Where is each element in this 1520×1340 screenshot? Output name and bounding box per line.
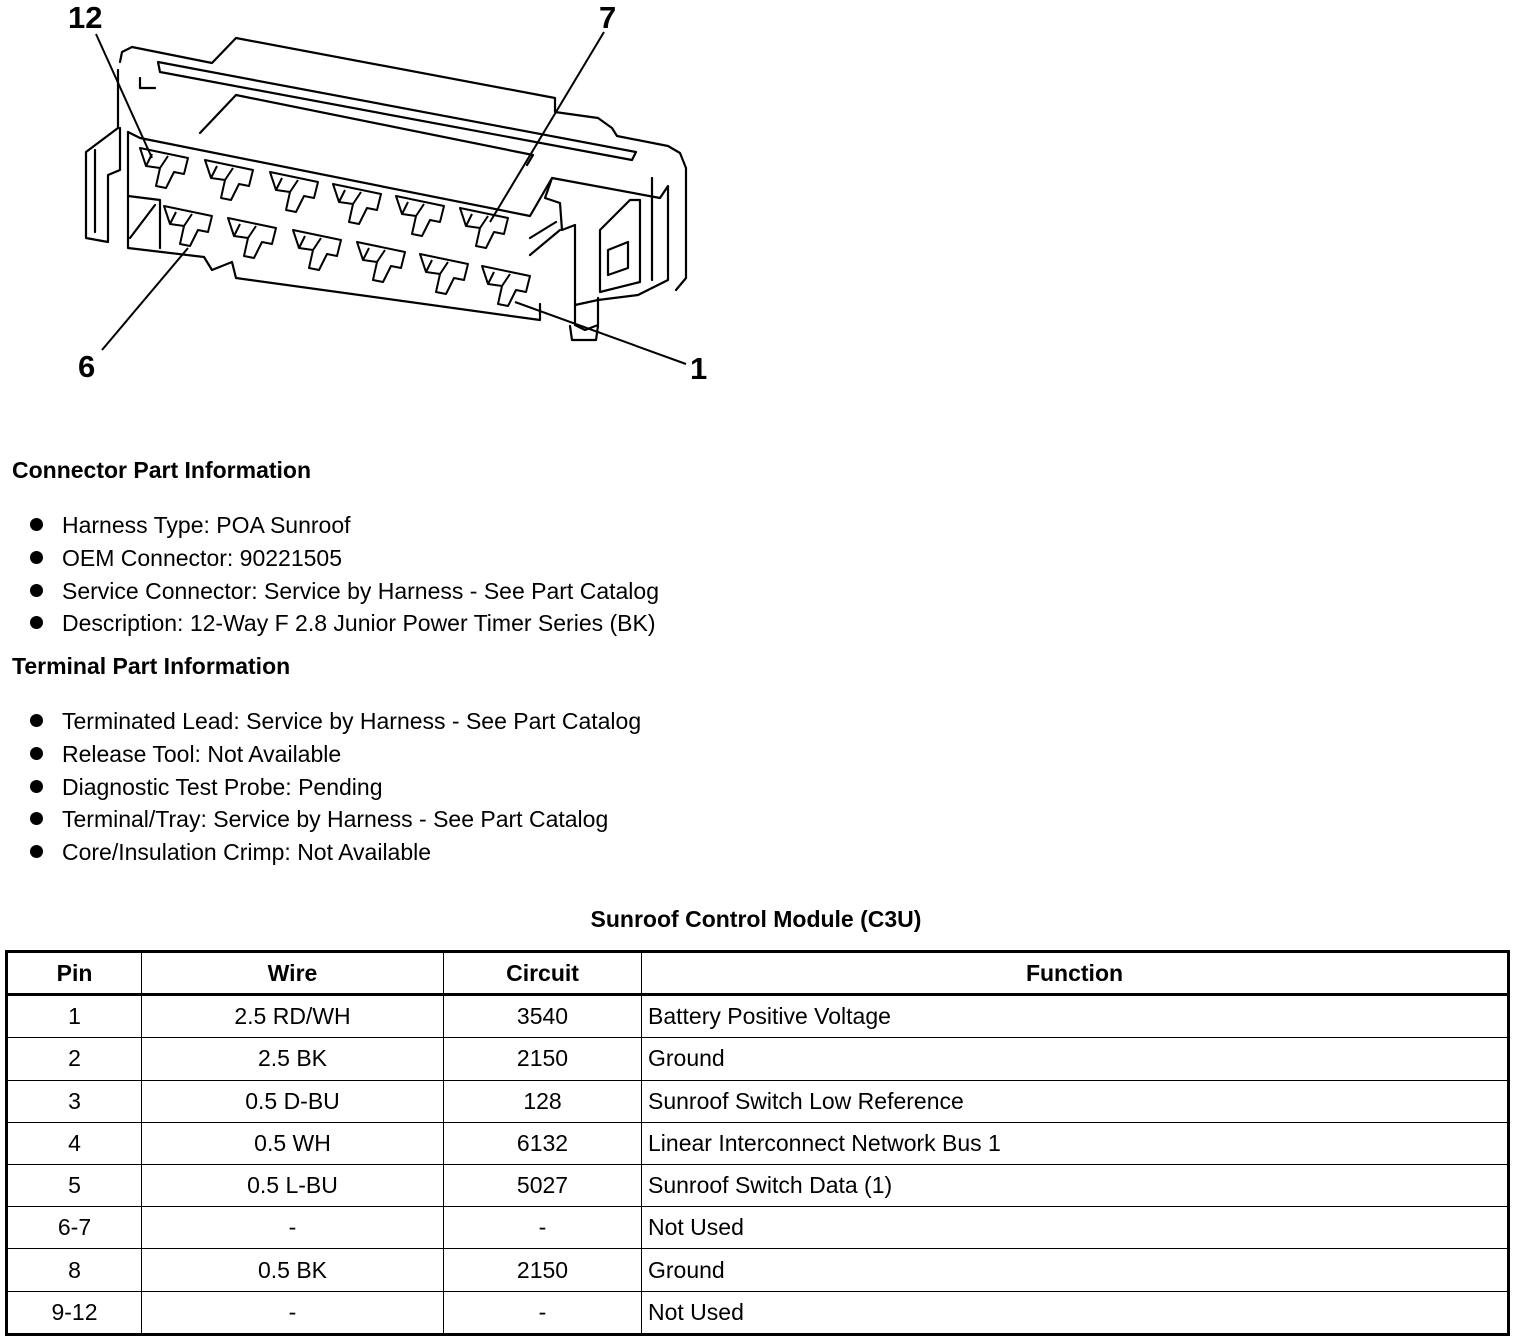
table-header-row: [7, 952, 1509, 995]
circuit-cell: 6132: [444, 1122, 642, 1164]
terminal-info-list: [0, 706, 641, 870]
connector-face-outline: [128, 132, 668, 305]
connector-left-latch: [86, 70, 120, 242]
wire-cell: 0.5 WH: [142, 1122, 444, 1164]
table-row: [7, 995, 1509, 1038]
pin-callout-1: 1: [690, 351, 708, 386]
list-item: [0, 772, 641, 805]
wire-cell: 2.5 BK: [142, 1038, 444, 1080]
function-cell: Not Used: [642, 1207, 1509, 1249]
connector-top-slot: [158, 62, 636, 160]
terminal-cavity-3: [357, 242, 405, 282]
list-item-text: Terminated Lead: Service by Harness - See Part Catalog: [62, 708, 642, 734]
bullet-icon: [30, 714, 43, 727]
list-item: [0, 804, 641, 837]
table-row: [7, 1080, 1509, 1122]
terminal-cavity-5: [228, 218, 276, 258]
bullet-icon: [30, 845, 43, 858]
pin-cell: 1: [7, 995, 142, 1038]
circuit-cell: 128: [444, 1080, 642, 1122]
table-row: [7, 1038, 1509, 1080]
column-header-wire: Wire: [142, 952, 444, 995]
list-item-text: Diagnostic Test Probe: Pending: [62, 773, 383, 800]
connector-right-latch: [545, 178, 598, 330]
function-cell: Sunroof Switch Data (1): [642, 1164, 1509, 1206]
function-cell: Linear Interconnect Network Bus 1: [642, 1122, 1509, 1164]
connector-face-lower: [128, 132, 540, 320]
list-item-text: Terminal/Tray: Service by Harness - See Part Catalog: [62, 806, 609, 833]
pin-cell: 9-12: [7, 1291, 142, 1334]
terminal-cavity-7: [460, 208, 508, 248]
table-row: [7, 1207, 1509, 1249]
circuit-cell: -: [444, 1291, 642, 1334]
list-item-text: Core/Insulation Crimp: Not Available: [62, 839, 432, 866]
pin-cell: 2: [7, 1038, 142, 1080]
pin-cell: 8: [7, 1249, 142, 1291]
pin-callout-12: 12: [68, 0, 103, 35]
wire-cell: 0.5 L-BU: [142, 1164, 444, 1206]
column-header-pin: Pin: [7, 952, 142, 995]
leader-line-1: [515, 302, 686, 364]
list-item: [0, 739, 641, 772]
list-item-text: OEM Connector: 90221505: [62, 544, 343, 571]
terminal-cavity-4: [293, 230, 341, 270]
pin-callout-7: 7: [599, 0, 617, 35]
table-row: [7, 1164, 1509, 1206]
bullet-icon: [30, 584, 43, 597]
table-row: [7, 1122, 1509, 1164]
function-cell: Battery Positive Voltage: [642, 995, 1509, 1038]
terminal-cavity-10: [270, 172, 318, 212]
list-item: [0, 543, 659, 576]
wire-cell: 0.5 BK: [142, 1249, 444, 1291]
circuit-cell: 2150: [444, 1038, 642, 1080]
function-cell: Ground: [642, 1038, 1509, 1080]
list-item-text: Release Tool: Not Available: [62, 740, 342, 767]
table-row: [7, 1291, 1509, 1334]
function-cell: Sunroof Switch Low Reference: [642, 1080, 1509, 1122]
terminal-cavity-11: [205, 160, 253, 200]
pin-cell: 4: [7, 1122, 142, 1164]
table-row: [7, 1249, 1509, 1291]
connector-info-list: [0, 510, 659, 641]
wire-cell: 2.5 RD/WH: [142, 995, 444, 1038]
wire-cell: -: [142, 1291, 444, 1334]
list-item: [0, 837, 641, 870]
connector-top-recess: [200, 95, 533, 165]
terminal-info-heading: Terminal Part Information: [12, 653, 291, 679]
column-header-circuit: Circuit: [444, 952, 642, 995]
terminal-cavity-8: [396, 196, 444, 236]
bullet-icon: [30, 747, 43, 760]
connector-info-heading: Connector Part Information: [12, 457, 312, 483]
wire-cell: 0.5 D-BU: [142, 1080, 444, 1122]
column-header-function: Function: [642, 952, 1509, 995]
terminal-cavity-6: [164, 206, 212, 246]
pin-callout-6: 6: [78, 349, 96, 384]
list-item-text: Service Connector: Service by Harness - See Part Catalog: [62, 577, 659, 604]
pin-cell: 6-7: [7, 1207, 142, 1249]
bullet-icon: [30, 616, 43, 629]
pin-table: [5, 950, 1510, 1336]
circuit-cell: 5027: [444, 1164, 642, 1206]
function-cell: Ground: [642, 1249, 1509, 1291]
circuit-cell: 2150: [444, 1249, 642, 1291]
list-item-text: Description: 12-Way F 2.8 Junior Power Timer Series (BK): [62, 610, 656, 637]
list-item: [0, 576, 659, 609]
list-item: [0, 510, 659, 543]
list-item: [0, 608, 659, 641]
list-item-text: Harness Type: POA Sunroof: [62, 512, 351, 538]
pin-cell: 5: [7, 1164, 142, 1206]
pin-cell: 3: [7, 1080, 142, 1122]
circuit-cell: 3540: [444, 995, 642, 1038]
terminal-cavity-1: [482, 266, 530, 306]
bullet-icon: [30, 551, 43, 564]
bullet-icon: [30, 812, 43, 825]
function-cell: Not Used: [642, 1291, 1509, 1334]
circuit-cell: -: [444, 1207, 642, 1249]
table-caption: Sunroof Control Module (C3U): [590, 906, 922, 932]
bullet-icon: [30, 518, 43, 531]
list-item: [0, 706, 641, 739]
wire-cell: -: [142, 1207, 444, 1249]
leader-line-6: [102, 248, 188, 350]
bullet-icon: [30, 780, 43, 793]
terminal-cavity-9: [333, 184, 381, 224]
terminal-cavity-12: [140, 148, 188, 188]
connector-diagram: [0, 0, 760, 400]
terminal-cavity-2: [420, 254, 468, 294]
